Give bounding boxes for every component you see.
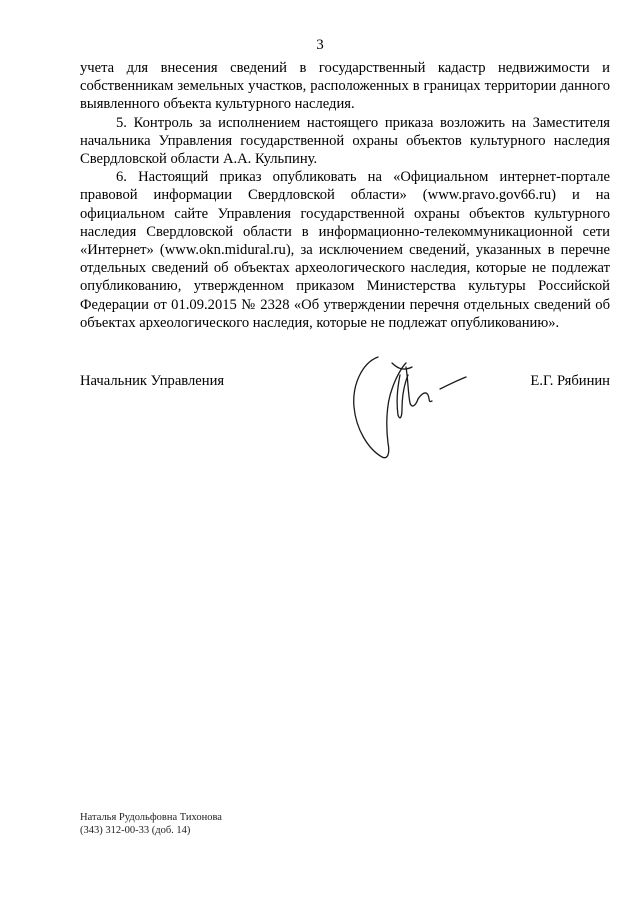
- paragraph-item-6: 6. Настоящий приказ опубликовать на «Официальном интернет-портале правовой информации Свердловской области» (www.pravo.gov66.ru) и на официальном сайте Управления государственной охраны объектов культурного наследия Свердловской области в информационно-телекоммуникационной сети «Интернет» (www.okn.midural.ru), за исключением сведений, указанных в перечне отдельных сведений об объектах археологического наследия, которые не подлежат опубликованию, утвержденном приказом Министерства культуры Российской Федерации от 01.09.2015 № 2328 «Об утверждении перечня отдельных сведений об объектах археологического наследия, которые не подлежат опубликованию».: [80, 169, 610, 331]
- handwritten-signature: [340, 345, 480, 470]
- executor-name: Наталья Рудольфовна Тихонова: [80, 812, 222, 823]
- document-body: [80, 59, 610, 332]
- signatory-name: Е.Г. Рябинин: [530, 373, 610, 389]
- executor-info: [80, 811, 222, 837]
- page-number: 3: [316, 37, 324, 53]
- signatory-position: Начальник Управления: [80, 373, 225, 389]
- paragraph-continuation: учета для внесения сведений в государственный кадастр недвижимости и собственникам земельных участков, расположенных в границах территории данного выявленного объекта культурного наследия.: [80, 60, 610, 113]
- executor-phone: (343) 312-00-33 (доб. 14): [80, 825, 191, 836]
- paragraph-item-5: 5. Контроль за исполнением настоящего приказа возложить на Заместителя начальника Управления государственной охраны объектов культурного наследия Свердловской области А.А. Кульпину.: [80, 114, 610, 168]
